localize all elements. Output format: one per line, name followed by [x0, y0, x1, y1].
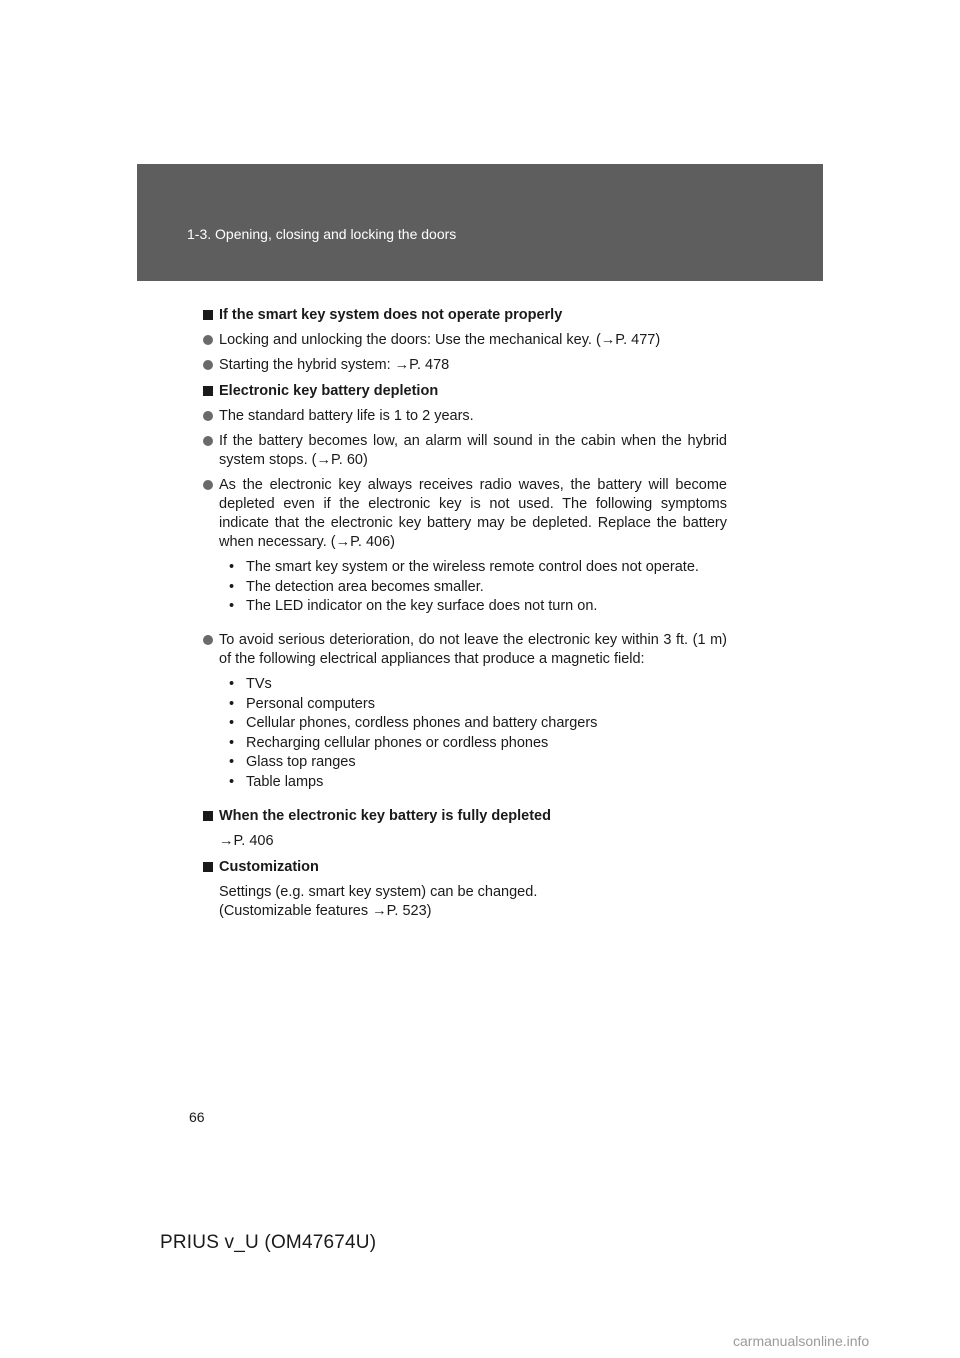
- list-item: As the electronic key always receives radio waves, the battery will become depleted even if the electronic key is not used. The following symptoms indicate that the electronic key battery may be depleted. Replace the battery when necessary. (→P. 406) • The smart key system or the wireless remote control does not operate. • The detection area becomes smaller. • The LED indicator on the key surface does not turn on.: [203, 476, 727, 617]
- customization-line: (Customizable features →P. 523): [219, 902, 432, 919]
- list-item: Starting the hybrid system: →P. 478: [203, 356, 727, 375]
- symptom-item: • The smart key system or the wireless remote control does not operate.: [219, 558, 727, 578]
- section-heading-smart-key-not-operating: If the smart key system does not operate properly: [203, 306, 727, 325]
- section-title: 1-3. Opening, closing and locking the doors: [187, 226, 457, 242]
- square-bullet-icon: [203, 862, 213, 872]
- square-bullet-icon: [203, 811, 213, 821]
- appliance-item: • Cellular phones, cordless phones and battery chargers: [219, 714, 727, 734]
- round-bullet-icon: [203, 480, 213, 490]
- section-heading-battery-depletion: Electronic key battery depletion: [203, 382, 727, 401]
- square-bullet-icon: [203, 386, 213, 396]
- symptom-item: • The LED indicator on the key surface does not turn on.: [219, 597, 727, 617]
- appliance-item: • Personal computers: [219, 695, 727, 715]
- round-bullet-icon: [203, 635, 213, 645]
- customization-text: [219, 883, 727, 921]
- appliance-item: • TVs: [219, 675, 727, 695]
- round-bullet-icon: [203, 436, 213, 446]
- appliance-item: • Table lamps: [219, 773, 727, 793]
- symptom-item: • The detection area becomes smaller.: [219, 578, 727, 598]
- section-heading-customization: Customization: [203, 858, 727, 877]
- list-item: The standard battery life is 1 to 2 years.: [203, 407, 727, 426]
- round-bullet-icon: [203, 335, 213, 345]
- list-item: If the battery becomes low, an alarm will sound in the cabin when the hybrid system stops. (→P. 60): [203, 432, 727, 470]
- page-content: [203, 306, 727, 921]
- square-bullet-icon: [203, 310, 213, 320]
- round-bullet-icon: [203, 360, 213, 370]
- list-item: To avoid serious deterioration, do not leave the electronic key within 3 ft. (1 m) of the following electrical appliances that produce a magnetic field: • TVs • Personal computers • Cellular phones, cordless phones and battery chargers • Recharging cellular phones or cordless phones • Glass top ranges • Table lamps: [203, 631, 727, 792]
- document-id: PRIUS v_U (OM47674U): [160, 1232, 377, 1253]
- appliance-item: • Glass top ranges: [219, 753, 727, 773]
- appliance-list: [219, 675, 727, 792]
- round-bullet-icon: [203, 411, 213, 421]
- page-reference: →P. 406: [219, 832, 274, 849]
- section-heading-battery-fully-depleted: When the electronic key battery is fully depleted: [203, 807, 727, 826]
- appliance-item: • Recharging cellular phones or cordless phones: [219, 734, 727, 754]
- customization-line: Settings (e.g. smart key system) can be changed.: [219, 883, 538, 900]
- watermark: carmanualsonline.info: [733, 1333, 870, 1349]
- list-item: Locking and unlocking the doors: Use the mechanical key. (→P. 477): [203, 331, 727, 350]
- page-number: 66: [189, 1109, 205, 1125]
- section-header-band: [137, 164, 823, 281]
- symptom-list: [219, 558, 727, 617]
